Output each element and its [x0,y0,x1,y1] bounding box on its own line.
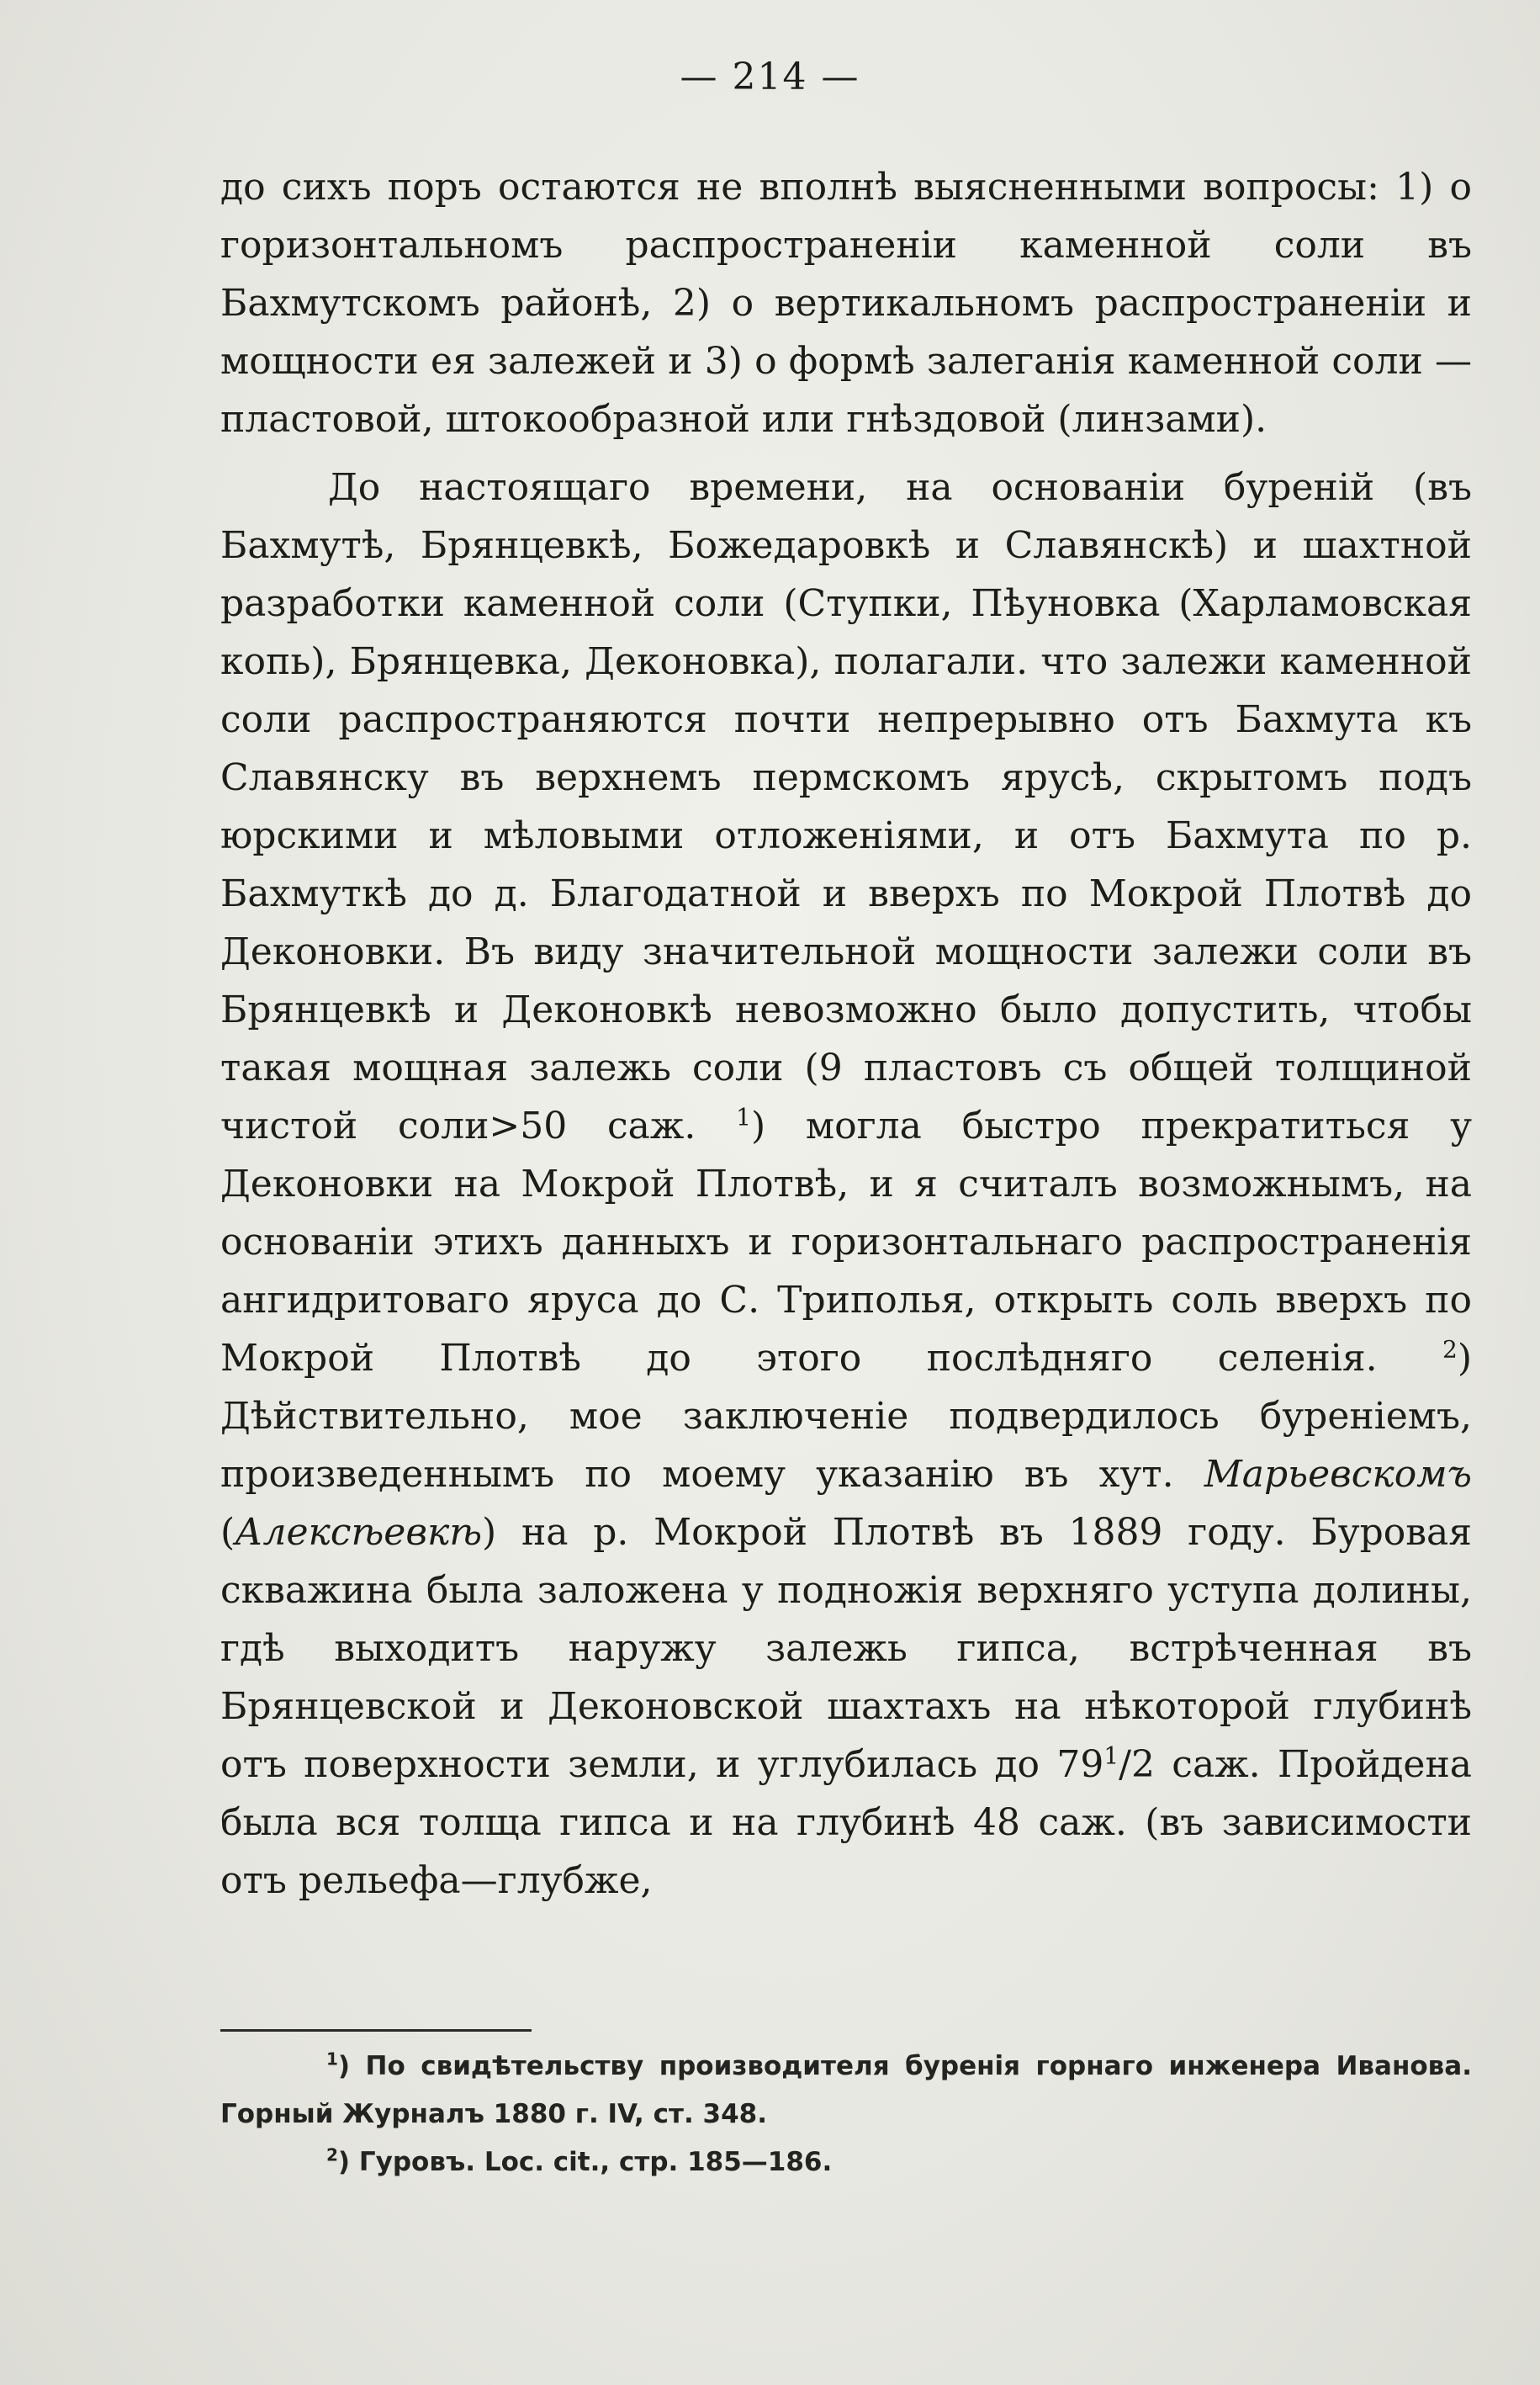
footnote-1-mark: 1 [326,2048,338,2070]
paragraph-2-part-c: ) Дѣйствительно, мое заключеніе подвердилось буреніемъ, произведеннымъ по моему указанію въ хут. [220,1337,1472,1496]
footnote-2-mark: 2 [326,2144,338,2165]
paragraph-2: До настоящаго времени, на основаніи буреній (въ Бахмутѣ, Брянцевкѣ, Божедаровкѣ и Славянскѣ) и шахтной разработки каменной соли (Ступки, Пѣуновка (Харламовская копь), Брянцевка, Деконовка), полагали. что залежи каменной соли распространяются почти непрерывно отъ Бахмута къ Славянску въ верхнемъ пермскомъ ярусѣ, скрытомъ подъ юрскими и мѣловыми отложеніями, и отъ Бахмута по р. Бахмуткѣ до д. Благодатной и вверхъ по Мокрой Плотвѣ до Деконовки. Въ виду значительной мощности залежи соли въ Брянцевкѣ и Деконовкѣ невозможно было допустить, чтобы такая мощная залежь соли (9 пластовъ съ общей толщиной чистой соли>50 саж. $^1$) могла быстро прекратиться у Деконовки на Мокрой Плотвѣ, и я считалъ возможнымъ, на основаніи этихъ данныхъ и горизонтальнаго распространенія ангидритоваго яруса до С. Триполья, открыть соль вверхъ по Мокрой Плотвѣ до этого послѣдняго селенія. $^2$) Дѣйствительно, мое заключеніе подвердилось буреніемъ, произведеннымъ по моему указанію въ хут. Марьевскомъ (Алексѣевкѣ) на р. Мокрой Плотвѣ въ 1889 году. Буровая скважина была заложена у подножія верхняго уступа долины, гдѣ выходитъ наружу залежь гипса, встрѣченная въ Брянцевской и Деконовской шахтахъ на нѣкоторой глубинѣ отъ поверхности земли, и углубилась до $79^1/2$ саж. Пройдена была вся толща гипса и на глубинѣ 48 саж. (въ зависимости отъ рельефа—глубже, [220,466,1473,1902]
footnote-2 [220,2139,1472,2186]
footnote-ref-1[interactable]: 1 [736,1103,751,1132]
main-text [220,158,1472,1910]
paragraph-2-part-b: ) могла быстро прекратиться у Деконовки на Мокрой Плотвѣ, и я считалъ возможнымъ, на основаніи этихъ данныхъ и горизонтальнаго распространенія ангидритоваго яруса до С. Триполья, открыть соль вверхъ по Мокрой Плотвѣ до этого послѣдняго селенія. [220,1105,1472,1380]
paragraph-1: до сихъ поръ остаются не вполнѣ выясненными вопросы: 1) о горизонтальномъ распространеніи каменной соли въ Бахмутскомъ районѣ, 2) о вертикальномъ распространеніи и мощности ея залежей и 3) о формѣ залеганія каменной соли — пластовой, штокообразной или гнѣздовой (линзами). [220,166,1472,441]
footnotes [220,2043,1472,2186]
place-name: Марьевскомъ [1204,1453,1472,1496]
footnote-2-text: ) Гуровъ. Loc. cit., стр. 185—186. [337,2147,833,2177]
footnote-ref-2[interactable]: 2 [1442,1335,1458,1364]
fraction-numerator: 1 [1103,1741,1119,1770]
footnote-divider [220,2029,532,2032]
footnote-1-text: ) По свидѣтельству производителя буренія горнаго инженера Иванова. Горный Журналъ 1880 г. IV, ст. 348. [220,2051,1472,2129]
paragraph-2-part-a: До настоящаго времени, на основаніи буреній (въ Бахмутѣ, Брянцевкѣ, Божедаровкѣ и Славянскѣ) и шахтной разработки каменной соли (Ступки, Пѣуновка (Харламовская копь), Брянцевка, Деконовка), полагали. что залежи каменной соли распространяются почти непрерывно отъ Бахмута къ Славянску въ верхнемъ пермскомъ ярусѣ, скрытомъ подъ юрскими и мѣловыми отложеніями, и отъ Бахмута по р. Бахмуткѣ до д. Благодатной и вверхъ по Мокрой Плотвѣ до Деконовки. Въ виду значительной мощности залежи соли въ Брянцевкѣ и Деконовкѣ невозможно было допустить, чтобы такая мощная залежь соли (9 пластовъ съ общей толщиной чистой соли>50 саж. [220,466,1472,1147]
place-name-alt: Алексѣевкѣ [235,1511,483,1554]
footnote-1 [220,2043,1472,2139]
paragraph-2-part-e: /2 саж. Пройдена была вся толща гипса и на глубинѣ 48 саж. (въ зависимости отъ рельефа—глубже, [220,1743,1473,1902]
page-number: — 214 — [680,56,860,98]
paragraph-2-part-d: на р. Мокрой Плотвѣ въ 1889 году. Буровая скважина была заложена у подножія верхняго уступа долины, гдѣ выходитъ наружу залежь гипса, встрѣченная въ Брянцевской и Деконовской шахтахъ на нѣкоторой глубинѣ отъ поверхности земли, и углубилась до 79 [220,1511,1473,1786]
